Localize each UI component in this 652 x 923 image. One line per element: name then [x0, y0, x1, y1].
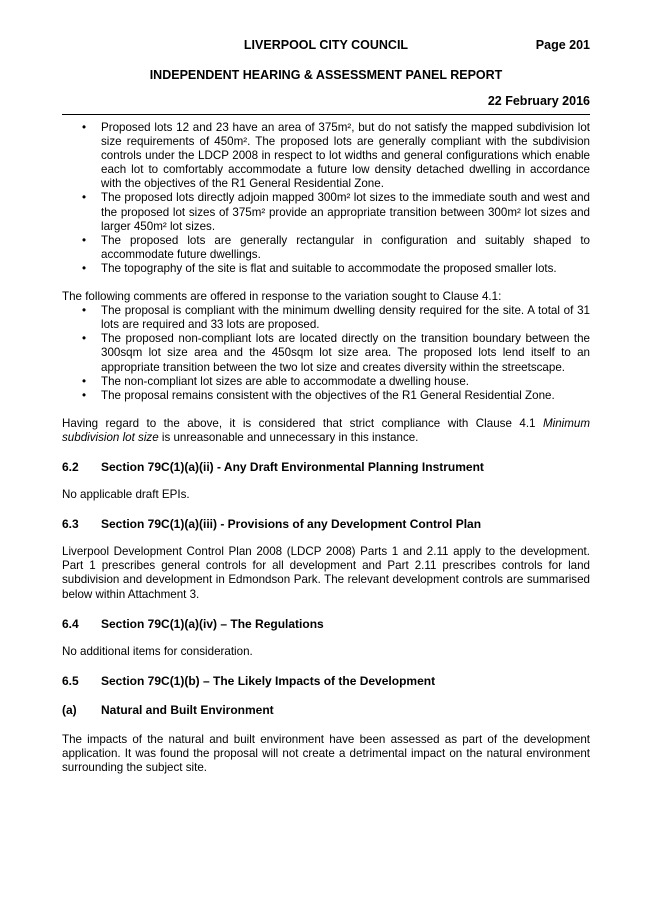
subsection-title: Natural and Built Environment	[101, 702, 274, 717]
section-text: No additional items for consideration.	[62, 644, 253, 658]
clause-title: Minimum subdivision lot size	[62, 416, 590, 444]
conclusion-paragraph	[62, 417, 590, 445]
list-item	[62, 389, 590, 403]
list-item-text: The topography of the site is flat and suitable to accommodate the proposed smaller lots.	[101, 261, 557, 275]
conclusion-text-start: Having regard to the above, it is considered that strict compliance with Clause 4.1	[62, 416, 543, 430]
page-number: Page 201	[535, 38, 590, 52]
section-text: No applicable draft EPIs.	[62, 488, 190, 502]
section-heading	[62, 460, 590, 474]
section-text: Liverpool Development Control Plan 2008 (LDCP 2008) Parts 1 and 2.11 apply to the development. Part 1 prescribes general controls for all development and Part 2.11 prescribes controls for land subdivision and development in Edmondson Park. The relevant development controls are summarised below within Attachment 3.	[62, 545, 590, 601]
list-item	[62, 234, 590, 262]
bullet-icon: •	[82, 374, 87, 388]
bullet-icon: •	[82, 332, 87, 346]
council-name: LIVERPOOL CITY COUNCIL	[243, 38, 409, 52]
section-title: Section 79C(1)(a)(ii) - Any Draft Environmental Planning Instrument	[101, 459, 484, 474]
list-item	[62, 121, 590, 191]
bullet-icon: •	[82, 121, 87, 134]
section-title: Section 79C(1)(a)(iv) – The Regulations	[101, 616, 324, 631]
section-number: 6.2	[62, 459, 79, 474]
list-item-text: The proposal remains consistent with the objectives of the R1 General Residential Zone.	[101, 388, 555, 402]
list-item-text: The proposed lots are generally rectangular in configuration and suitably shaped to accommodate future dwellings.	[101, 233, 590, 261]
section-number: 6.3	[62, 517, 79, 532]
section-heading	[62, 674, 590, 688]
list-item-text: The proposed lots directly adjoin mapped 300m² lot sizes to the immediate south and west and the proposed lot sizes of 375m² provide an appropriate transition between 300m² lot sizes and larger 450m² lot sizes.	[101, 191, 590, 233]
section-title: Section 79C(1)(b) – The Likely Impacts of the Development	[101, 673, 436, 688]
section-heading	[62, 617, 590, 631]
report-date: 22 February 2016	[487, 94, 590, 108]
subsection-number: (a)	[62, 702, 77, 717]
list-item-text: The proposal is compliant with the minimum dwelling density required for the site. A total of 31 lots are required and 33 lots are proposed.	[101, 304, 590, 332]
section-number: 6.4	[62, 616, 79, 631]
document-body	[62, 121, 590, 775]
list-item	[62, 304, 590, 332]
document-page	[62, 38, 590, 775]
bullet-icon: •	[82, 388, 87, 402]
section-text: The impacts of the natural and built environment have been assessed as part of the development application. It was found the proposal will not create a detrimental impact on the natural environment surrounding the subject site.	[62, 733, 590, 775]
page-header	[62, 38, 590, 56]
variation-intro: The following comments are offered in response to the variation sought to Clause 4.1:	[62, 290, 502, 304]
section-heading	[62, 517, 590, 531]
header-divider	[62, 114, 590, 115]
conclusion-text-end: is unreasonable and unnecessary in this instance.	[158, 430, 419, 444]
lot-justification-list	[62, 121, 590, 276]
list-item-text: The proposed non-compliant lots are located directly on the transition boundary between the 300sqm lot size area and the 450sqm lot size area. The proposed lots lend itself to an appropriate transition between the two lot size and creates diversity within the streetscape.	[101, 332, 590, 374]
bullet-icon: •	[82, 261, 87, 275]
list-item-text: The non-compliant lot sizes are able to accommodate a dwelling house.	[101, 374, 469, 388]
list-item-text: Proposed lots 12 and 23 have an area of 375m², but do not satisfy the mapped subdivision lot size requirements of 450m². The proposed lots are generally compliant with the subdivision controls under the LDCP 2008 in respect to lot widths and general configurations which enable each lot to comfortably accommodate a future low density detached dwelling in accordance with the objectives of the R1 General Residential Zone.	[101, 121, 590, 191]
report-title: INDEPENDENT HEARING & ASSESSMENT PANEL REPORT	[149, 68, 503, 82]
list-item	[62, 332, 590, 374]
bullet-icon: •	[82, 191, 87, 205]
variation-comments-list	[62, 304, 590, 403]
section-title: Section 79C(1)(a)(iii) - Provisions of any Development Control Plan	[101, 517, 482, 532]
list-item	[62, 375, 590, 389]
bullet-icon: •	[82, 233, 87, 247]
section-number: 6.5	[62, 673, 79, 688]
list-item	[62, 262, 590, 276]
bullet-icon: •	[82, 304, 87, 318]
subsection-heading	[62, 703, 590, 717]
list-item	[62, 191, 590, 233]
